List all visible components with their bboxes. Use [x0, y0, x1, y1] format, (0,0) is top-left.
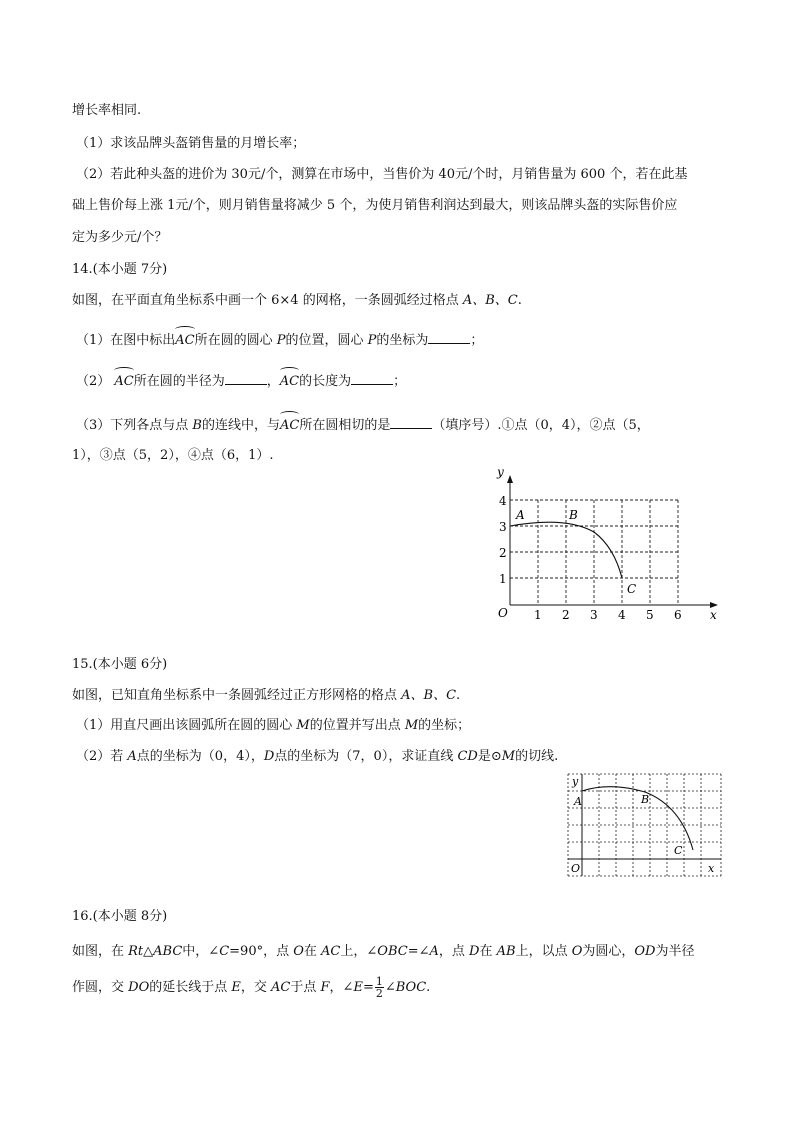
- prev-line-1: 增长率相同.: [72, 103, 142, 118]
- origin-label: O: [498, 606, 508, 620]
- y-tick: 3: [499, 520, 507, 534]
- arc-ac-symbol: AC: [280, 368, 299, 392]
- x-tick: 5: [646, 608, 654, 622]
- point-a-label: A: [516, 508, 525, 522]
- prev-line-5: 定为多少元/个？: [72, 230, 168, 245]
- origin-label: O: [571, 862, 581, 875]
- point-c-label: C: [627, 582, 637, 596]
- q14-header: 14.(本小题 7分): [72, 262, 168, 277]
- x-tick: 3: [590, 608, 598, 622]
- q14-part-3: （3）下列各点与点 B的连线中，与 AC所在圆相切的是 （填序号）.①点（0，4），②点（5，: [76, 412, 650, 436]
- q14-intro: 如图，在平面直角坐标系中画一个 6×4 的网格，一条圆弧经过格点 A、B、C.: [72, 293, 522, 308]
- q14-part-1: （1）在图中标出 AC所在圆的圆心 P的位置，圆心 P的坐标为 ；: [76, 327, 483, 351]
- x-tick: 2: [562, 608, 570, 622]
- q14-part-2: （2） AC所在圆的半径为 ， AC的长度为 ；: [76, 368, 406, 392]
- y-axis-label: y: [497, 465, 504, 479]
- answer-blank: [428, 331, 470, 344]
- q15-part-1: （1）用直尺画出该圆弧所在圆的圆心 M的位置并写出点 M的坐标；: [76, 718, 471, 733]
- x-tick: 6: [674, 608, 682, 622]
- q15-intro: 如图，已知直角坐标系中一条圆弧经过正方形网格的格点 A、B、C.: [72, 688, 461, 703]
- y-axis-label: y: [572, 775, 579, 788]
- y-tick: 4: [499, 494, 507, 508]
- answer-blank: [225, 372, 267, 385]
- q15-figure: [565, 772, 725, 880]
- x-axis-label: x: [710, 608, 717, 622]
- prev-part-2: （2）若此种头盔的进价为 30元/个，测算在市场中，当售价为 40元/个时，月销售量为 600 个，若在此基: [76, 167, 688, 182]
- answer-blank: [390, 416, 432, 429]
- arc-ac-symbol: AC: [114, 368, 133, 392]
- q14-part-3-cont: 1），③点（5，2），④点（6，1）.: [72, 448, 274, 463]
- fraction-one-half: $\frac{1}{2}$: [375, 975, 383, 1000]
- q15-part-2: （2）若 A点的坐标为（0，4），D点的坐标为（7，0），求证直线 CD是⊙M的切线.: [76, 749, 559, 764]
- prev-line-4: 础上售价每上涨 1元/个，则月销售量将减少 5 个，为使月销售利润达到最大，则该品牌头盔的实际售价应: [72, 198, 678, 213]
- y-tick: 2: [499, 546, 507, 560]
- arc-ac-symbol: AC: [175, 327, 194, 351]
- x-tick: 1: [534, 608, 542, 622]
- x-tick: 4: [618, 608, 626, 622]
- q14-figure: [490, 465, 730, 630]
- q16-header: 16.(本小题 8分): [72, 909, 168, 924]
- point-a-label: A: [574, 795, 582, 808]
- q15-header: 15.(本小题 6分): [72, 657, 168, 672]
- point-b-label: B: [641, 793, 650, 806]
- q16-line-2: 作圆，交 DO的延长线于点 E，交 AC于点 F，∠E= $\frac{1}{2}$ ∠BOC.: [72, 975, 431, 1000]
- q16-line-1: 如图，在 Rt△ABC中，∠C=90°，点 O在 AC上，∠OBC=∠A，点 D在 AB上，以点 O为圆心，OD为半径: [72, 944, 695, 959]
- x-axis-label: x: [708, 862, 715, 875]
- arc-ac-symbol: AC: [280, 412, 299, 436]
- prev-part-1: （1）求该品牌头盔销售量的月增长率；: [76, 136, 306, 151]
- point-c-label: C: [674, 844, 683, 857]
- y-tick: 1: [499, 572, 507, 586]
- point-b-label: B: [569, 508, 578, 522]
- answer-blank: [351, 372, 393, 385]
